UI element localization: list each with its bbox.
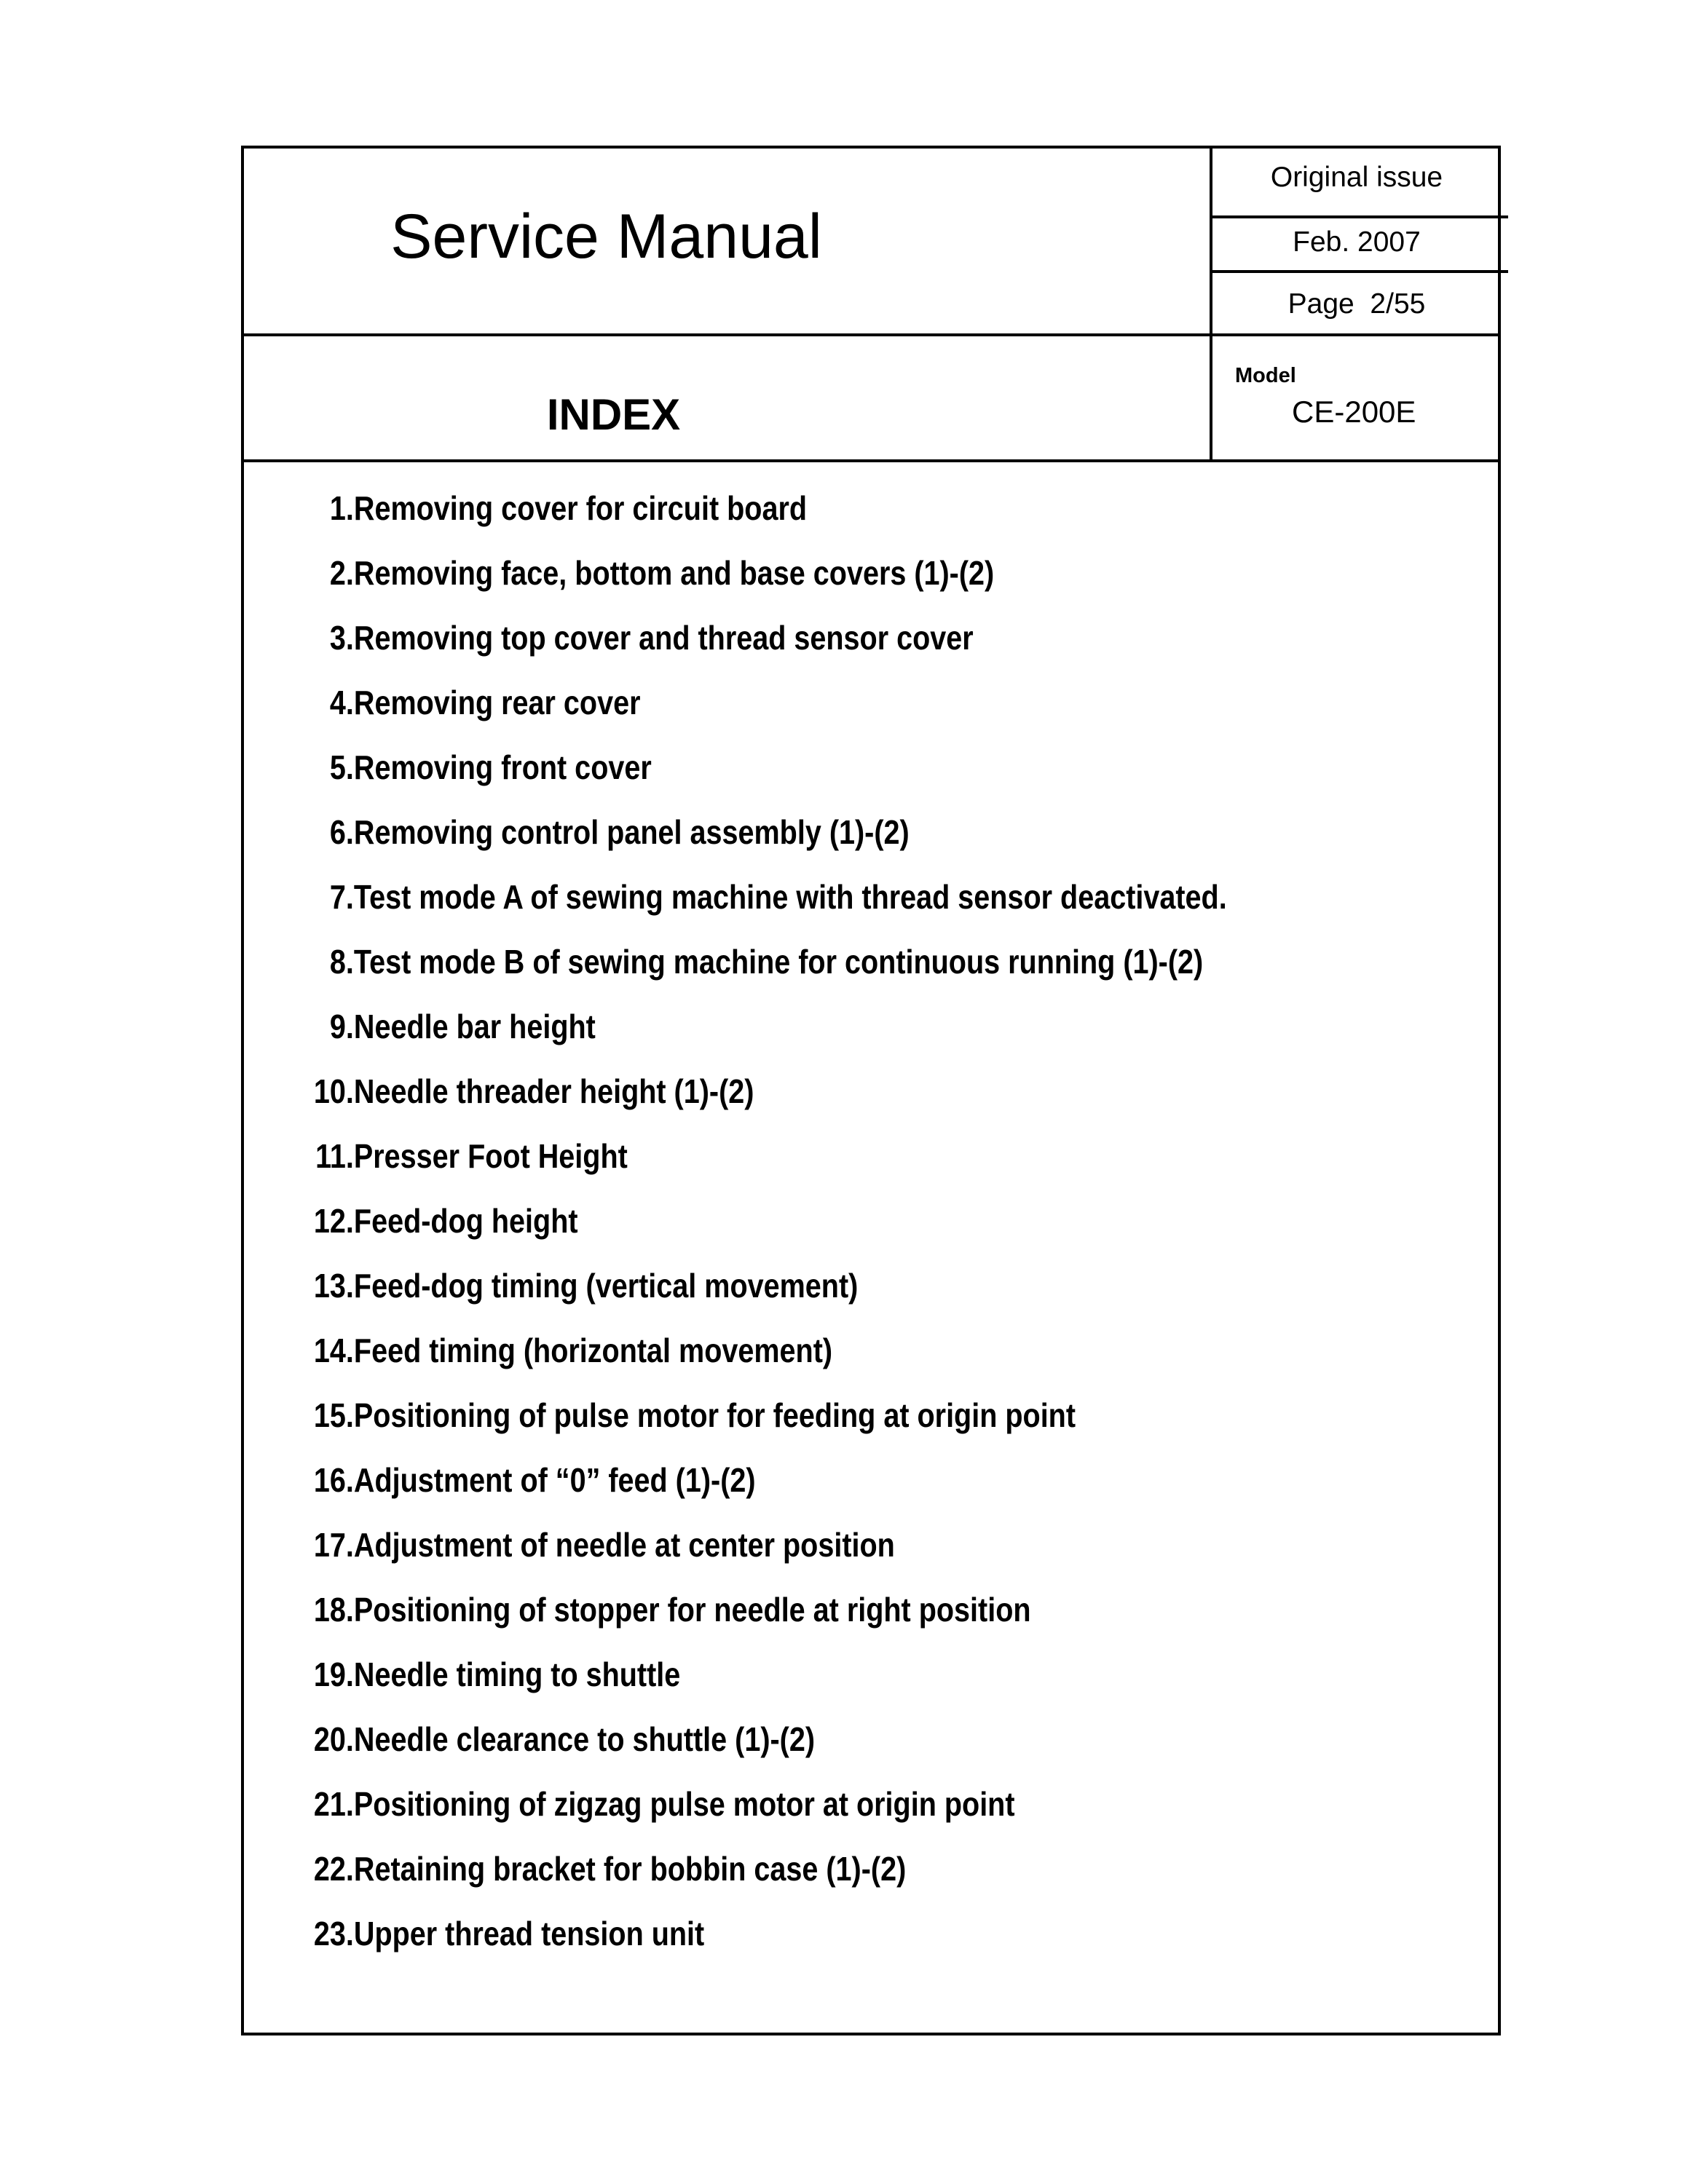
item-number: 21. <box>313 1785 354 1823</box>
item-number: 1. <box>329 489 354 527</box>
header-divider <box>241 333 1501 336</box>
item-text: Feed-dog height <box>353 1202 578 1240</box>
page-title: Service Manual <box>390 202 822 272</box>
item-number: 16. <box>313 1461 354 1499</box>
item-number: 11. <box>315 1137 354 1175</box>
item-number: 22. <box>313 1850 354 1888</box>
item-text: Needle bar height <box>353 1008 596 1045</box>
item-number: 10. <box>313 1072 354 1110</box>
item-text: Removing rear cover <box>353 684 641 721</box>
page-indicator <box>1212 282 1501 326</box>
info-row-divider <box>1210 215 1508 218</box>
original-issue-label: Original issue <box>1270 162 1443 193</box>
page-label: Page <box>1287 288 1354 320</box>
item-number: 12. <box>313 1202 354 1240</box>
item-number: 15. <box>313 1396 354 1434</box>
item-number: 9. <box>329 1008 354 1045</box>
index-header-divider <box>241 459 1501 462</box>
item-text: Upper thread tension unit <box>353 1915 705 1952</box>
item-text: Retaining bracket for bobbin case (1)-(2) <box>353 1850 907 1888</box>
item-number: 2. <box>329 554 354 592</box>
item-number: 5. <box>329 748 354 786</box>
item-text: Feed-dog timing (vertical movement) <box>353 1267 859 1305</box>
item-text: Test mode A of sewing machine with thread sensor deactivated. <box>353 878 1227 916</box>
page-number: 2/55 <box>1370 288 1426 320</box>
item-number: 6. <box>329 813 354 851</box>
item-text: Positioning of stopper for needle at right position <box>353 1591 1031 1629</box>
item-number: 8. <box>329 943 354 981</box>
item-text: Positioning of pulse motor for feeding at origin point <box>353 1396 1076 1434</box>
item-text: Presser Foot Height <box>353 1137 628 1175</box>
item-text: Removing front cover <box>353 748 652 786</box>
item-number: 7. <box>329 878 354 916</box>
item-text: Needle timing to shuttle <box>353 1655 681 1693</box>
item-text: Feed timing (horizontal movement) <box>353 1332 833 1369</box>
item-number: 13. <box>313 1267 354 1305</box>
item-text: Test mode B of sewing machine for continuous running (1)-(2) <box>353 943 1204 981</box>
item-text: Adjustment of needle at center position <box>353 1526 895 1564</box>
item-number: 14. <box>313 1332 354 1369</box>
item-number: 4. <box>329 684 354 721</box>
item-text: Positioning of zigzag pulse motor at origin point <box>353 1785 1015 1823</box>
item-text: Needle clearance to shuttle (1)-(2) <box>353 1720 816 1758</box>
item-number: 19. <box>313 1655 354 1693</box>
item-text: Adjustment of “0” feed (1)-(2) <box>353 1461 756 1499</box>
item-number: 23. <box>313 1915 354 1952</box>
item-number: 3. <box>329 619 354 657</box>
item-text: Needle threader height (1)-(2) <box>353 1072 754 1110</box>
item-number: 20. <box>313 1720 354 1758</box>
section-title: INDEX <box>546 390 681 439</box>
item-text: Removing cover for circuit board <box>353 489 808 527</box>
model-label: Model <box>1235 364 1296 387</box>
issue-date: Feb. 2007 <box>1293 226 1421 258</box>
info-row-divider <box>1210 270 1508 273</box>
item-text: Removing top cover and thread sensor cover <box>353 619 974 657</box>
item-text: Removing control panel assembly (1)-(2) <box>353 813 910 851</box>
item-number: 17. <box>313 1526 354 1564</box>
model-value: CE-200E <box>1292 395 1416 429</box>
item-text: Removing face, bottom and base covers (1)-(2) <box>353 554 995 592</box>
item-number: 18. <box>313 1591 354 1629</box>
